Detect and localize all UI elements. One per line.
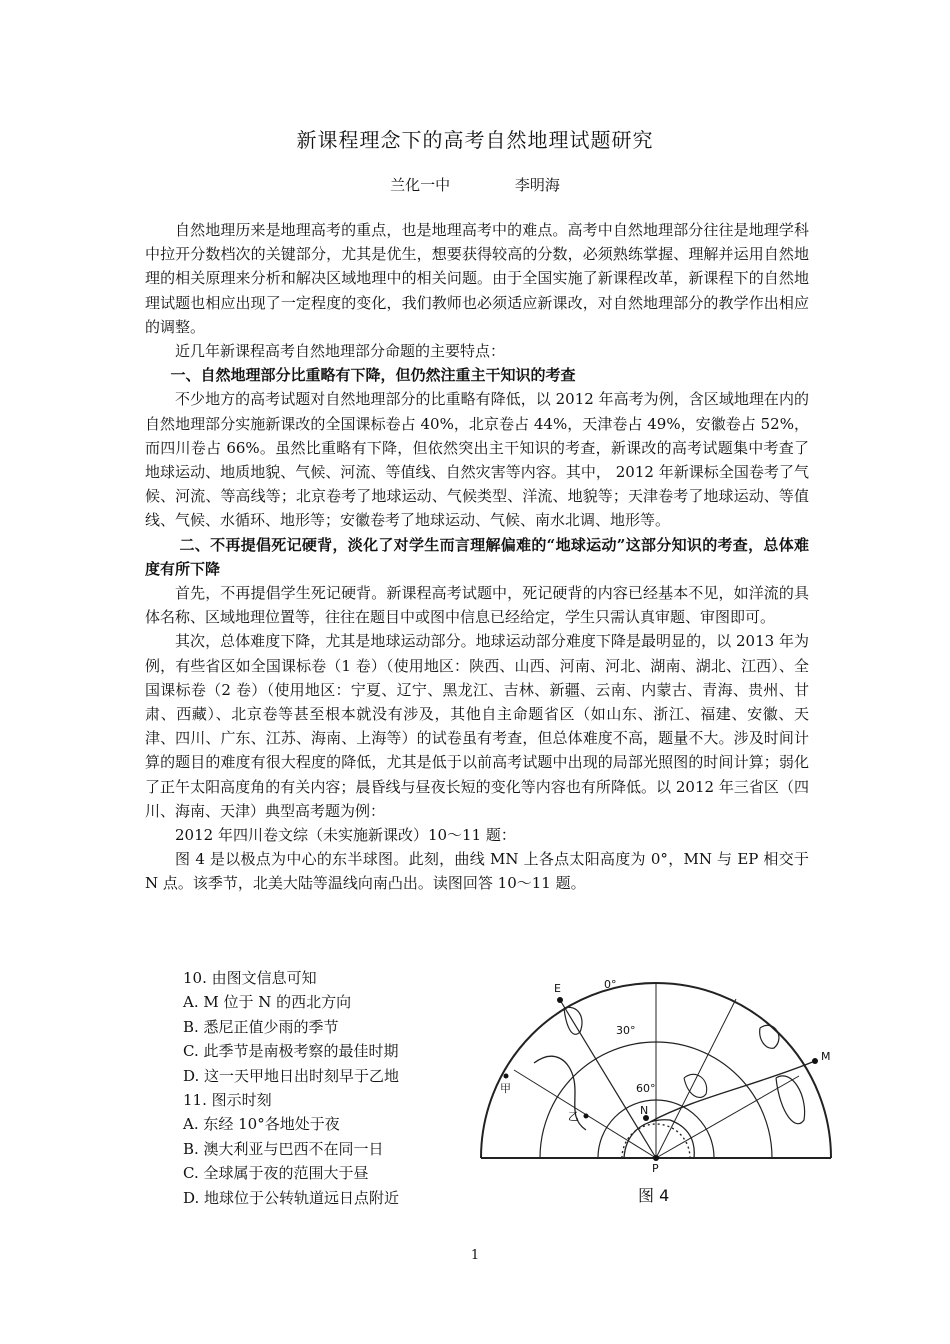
figure-caption: 图 4 (638, 1186, 670, 1205)
polar-map-figure (474, 968, 839, 1208)
point-e-marker (557, 997, 563, 1003)
section-heading-1: 一、自然地理部分比重略有下降，但仍然注重主干知识的考查 (170, 366, 576, 385)
paragraph-exam-source: 2012 年四川卷文综（未实施新课改）10～11 题： (175, 826, 516, 845)
meridian-line (656, 999, 736, 1158)
label-lat-60: 60° (636, 1082, 656, 1095)
label-jia: 甲 (500, 1082, 511, 1095)
question-10: 10. 由图文信息可知 (183, 969, 317, 987)
option-11c: C. 全球属于夜的范围大于昼 (183, 1164, 369, 1183)
document-title: 新课程理念下的高考自然地理试题研究 (296, 128, 654, 152)
paragraph-features: 近几年新课程高考自然地理部分命题的主要特点： (175, 342, 506, 361)
label-e: E (554, 982, 561, 995)
author-name: 李明海 (514, 176, 560, 194)
option-10b: B. 悉尼正值少雨的季节 (183, 1017, 339, 1036)
article-body (145, 218, 809, 896)
option-11b: B. 澳大利亚与巴西不在同一日 (183, 1139, 384, 1158)
label-p: P (652, 1162, 659, 1175)
point-p-marker (653, 1155, 659, 1161)
label-lat-0: 0° (604, 978, 617, 991)
option-10c: C. 此季节是南极考察的最佳时期 (183, 1042, 399, 1061)
option-11a: A. 东经 10°各地处于夜 (183, 1115, 340, 1134)
paragraph-figure-desc: 图 4 是以极点为中心的东半球图。此刻，曲线 MN 上各点太阳高度为 0°，MN 与 EP 相交于 N 点。该季节，北美大陆等温线向南凸出。读图回答 10～11 题。 (145, 850, 809, 893)
option-11d: D. 地球位于公转轨道远日点附近 (183, 1188, 400, 1207)
option-10a: A. M 位于 N 的西北方向 (183, 993, 352, 1012)
label-lat-30: 30° (616, 1024, 636, 1037)
label-m: M (821, 1050, 831, 1063)
option-10d: D. 这一天甲地日出时刻早于乙地 (183, 1066, 400, 1085)
label-yi: 乙 (568, 1110, 579, 1123)
continent-outline (760, 1025, 779, 1048)
paragraph-second: 其次，总体难度下降，尤其是地球运动部分。地球运动部分难度下降是最明显的，以 2013 年为例，有些省区如全国课标卷（1 卷）（使用地区：陕西、山西、河南、河北、湖南、湖北、江西）、全国课标卷（2 卷）（使用地区：宁夏、辽宁、黑龙江、吉林、新疆、云南、内蒙古、青海、贵州、甘肃、西藏）、北京卷等甚至根本就没有涉及，其他自主命题省区（如山东、浙江、福建、安徽、天津、四川、广东、江苏、海南、上海等）的试卷虽有考查，但总体难度不高，题量不大。涉及时间计算的题目的难度有很大程度的降低，尤其是低于以前高考试题中出现的局部光照图的时间计算；弱化了正午太阳高度角的有关内容；晨昏线与昼夜长短的变化等内容也有所降低。以 2012 年三省区（四川、海南、天津）典型高考题为例： (145, 632, 809, 820)
question-list (183, 966, 473, 1210)
author-line (0, 174, 950, 195)
label-n: N (640, 1104, 649, 1117)
point-yi-marker (584, 1114, 589, 1119)
paragraph-intro: 自然地理历来是地理高考的重点，也是地理高考中的难点。高考中自然地理部分往往是地理学科中拉开分数档次的关键部分，尤其是优生，想要获得较高的分数，必须熟练掌握、理解并运用自然地理的相关原理来分析和解决区域地理中的相关问题。由于全国实施了新课程改革，新课程下的自然地理试题也相应出现了一定程度的变化，我们教师也必须适应新课改，对自然地理部分的教学作出相应的调整。 (145, 221, 809, 336)
continent-outline (684, 1074, 707, 1097)
point-jia-marker (504, 1074, 509, 1079)
continent-outline (776, 1076, 805, 1124)
school-name: 兰化一中 (390, 176, 451, 194)
point-m-marker (812, 1058, 818, 1064)
section-heading-2: 二、不再提倡死记硬背，淡化了对学生而言理解偏难的“地球运动”这部分知识的考查，总体难度有所下降 (145, 535, 809, 578)
question-11: 11. 图示时刻 (183, 1091, 272, 1110)
page-number: 1 (470, 1248, 480, 1263)
paragraph-section-1: 不少地方的高考试题对自然地理部分的比重略有降低，以 2012 年高考为例，含区域地理在内的自然地理部分实施新课改的全国课标卷占 40%，北京卷占 44%，天津卷占 49%，安徽卷占 52%，而四川卷占 66%。虽然比重略有下降，但依然突出主干知识的考查，新课改的高考试题集中考查了地球运动、地质地貌、气候、河流、等值线、自然灾害等内容。其中， 2012 年新课标全国卷考了气候、河流、等高线等；北京卷考了地球运动、气候类型、洋流、地貌等；天津卷考了地球运动、等值线、气候、水循环、地形等；安徽卷考了地球运动、气候、南水北调、地形等。 (145, 390, 809, 530)
paragraph-first: 首先，不再提倡学生死记硬背。新课程高考试题中，死记硬背的内容已经基本不见，如洋流的具体名称、区域地理位置等，往往在题目中或图中信息已经给定，学生只需认真审题、审图即可。 (145, 584, 809, 627)
